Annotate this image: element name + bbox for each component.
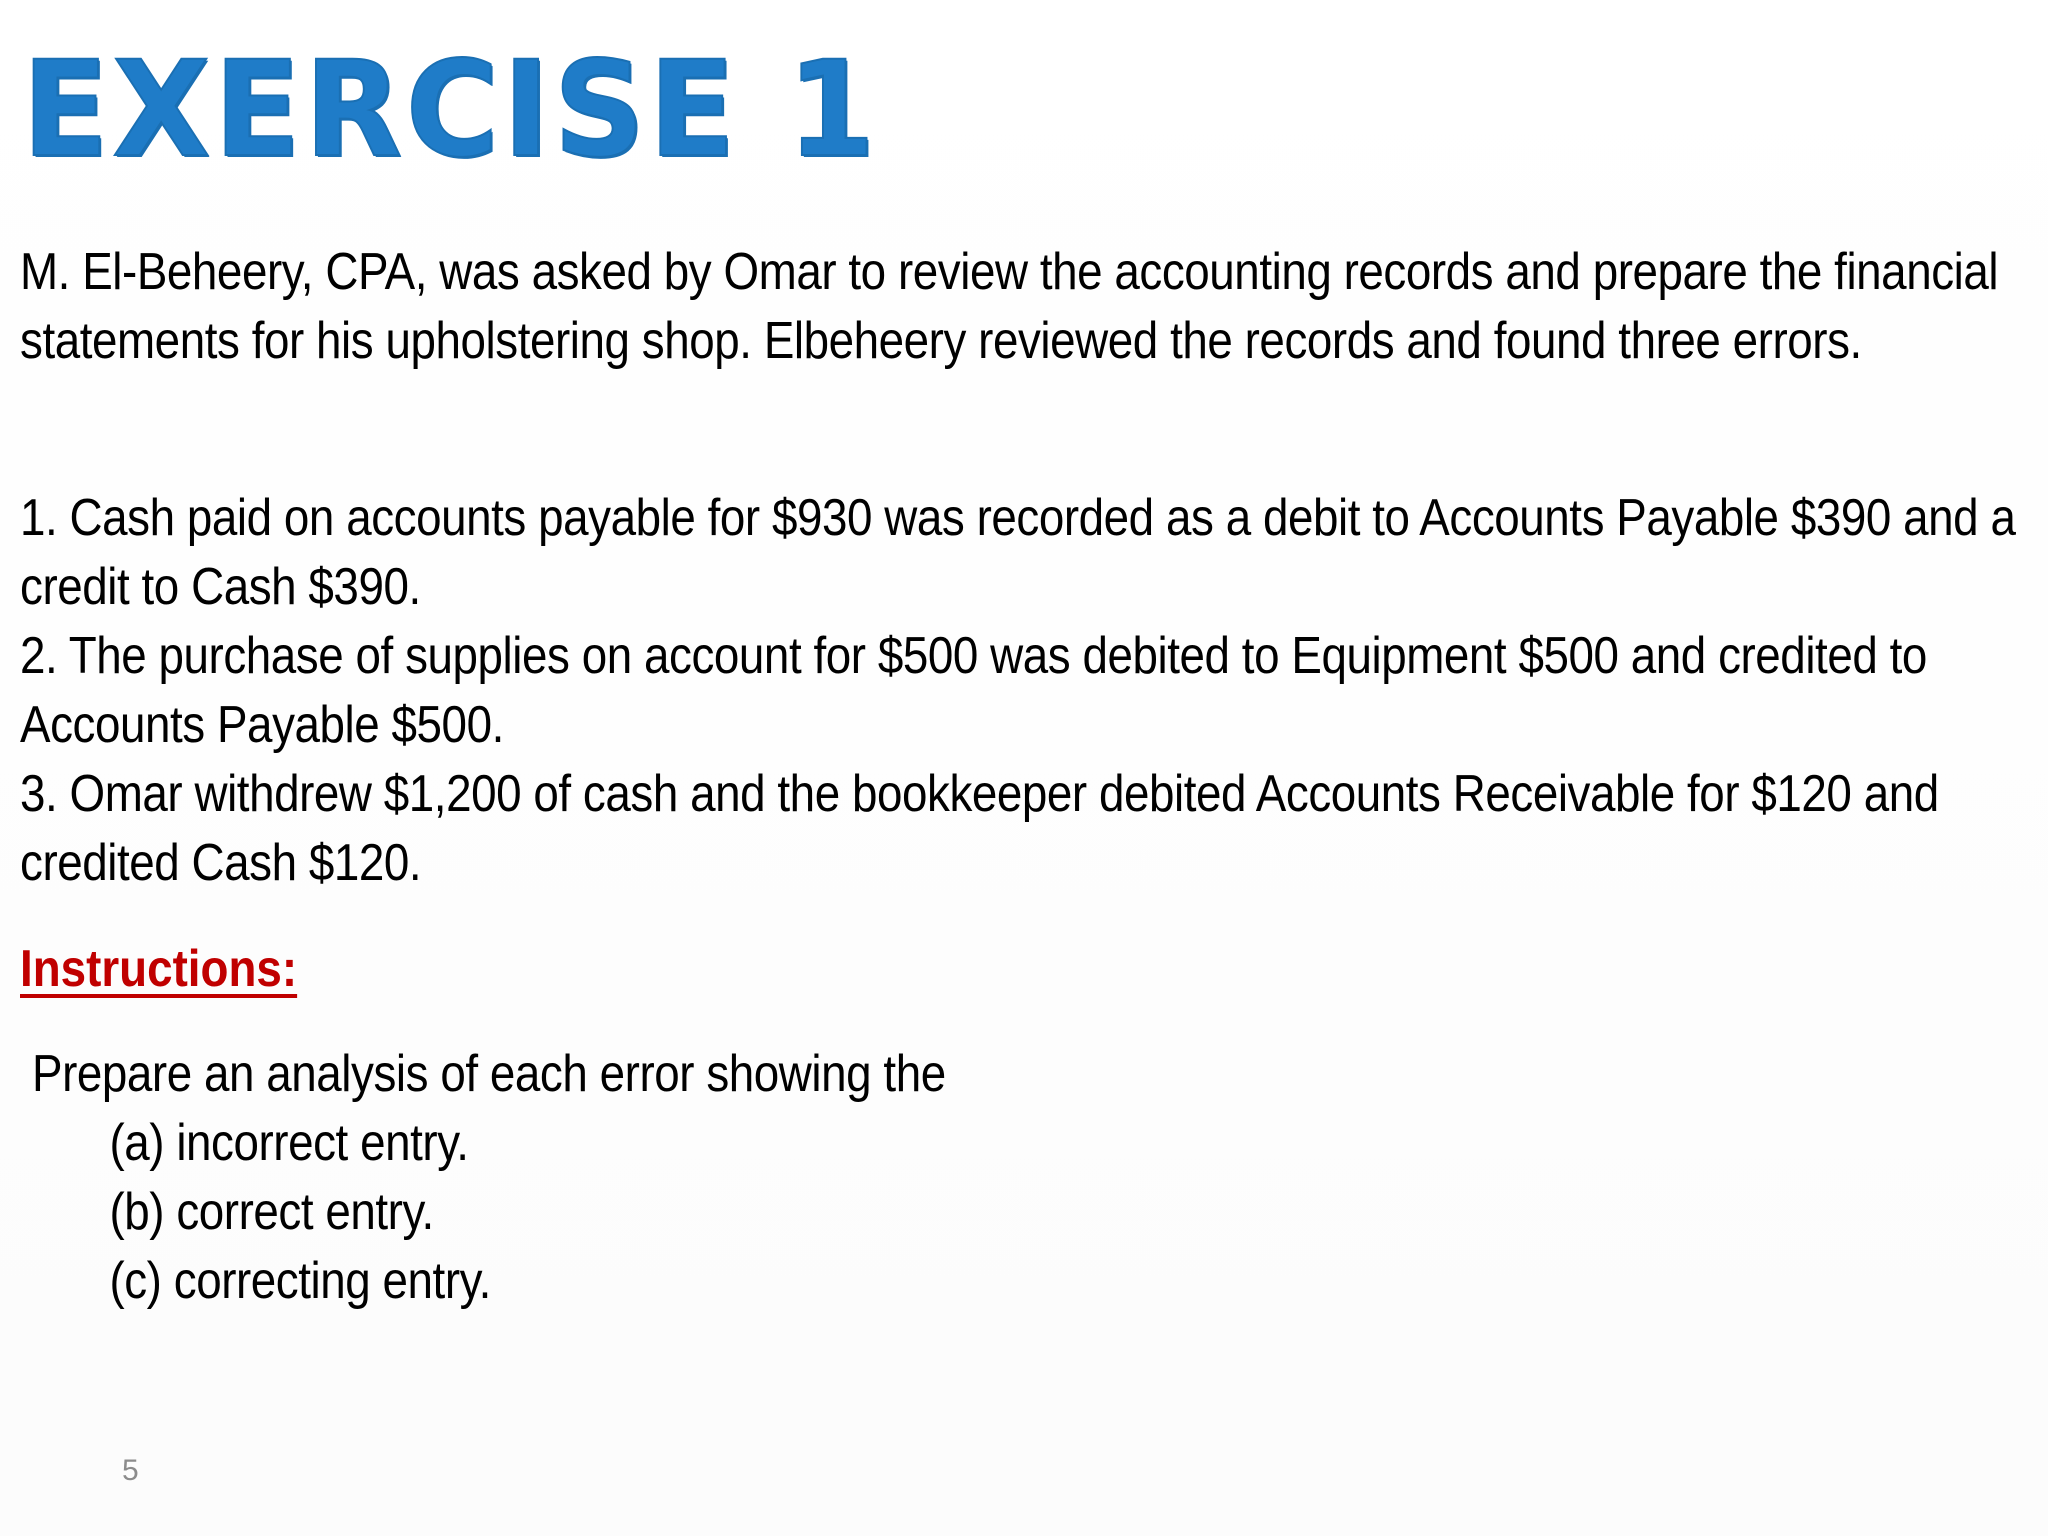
problem-paragraph: M. El-Beheery, CPA, was asked by Omar to review the accounting records and prepare the financial statements for his upholstering shop. Elbeheery reviewed the records and found three errors. [20,243,1999,370]
instructions-list [32,1109,1801,1316]
instructions-body [32,1040,1801,1316]
instruction-item-c: (c) correcting entry. [109,1252,491,1310]
instructions-intro: Prepare an analysis of each error showing the [32,1045,946,1103]
error-item-2: 2. The purchase of supplies on account for $500 was debited to Equipment $500 and credited to Accounts Payable $500. [20,627,1927,754]
slide-title: EXERCISE 1 [22,33,880,187]
error-item-3: 3. Omar withdrew $1,200 of cash and the bookkeeper debited Accounts Receivable for $120 and credited Cash $120. [20,765,1939,892]
page-number: 5 [122,1454,139,1487]
instructions-heading: Instructions: [20,940,298,998]
error-list [20,484,2048,898]
instruction-item-a: (a) incorrect entry. [109,1114,469,1172]
instruction-item-b: (b) correct entry. [109,1183,434,1241]
error-item-1: 1. Cash paid on accounts payable for $930 was recorded as a debit to Accounts Payable $390 and a credit to Cash $390. [20,489,2016,616]
